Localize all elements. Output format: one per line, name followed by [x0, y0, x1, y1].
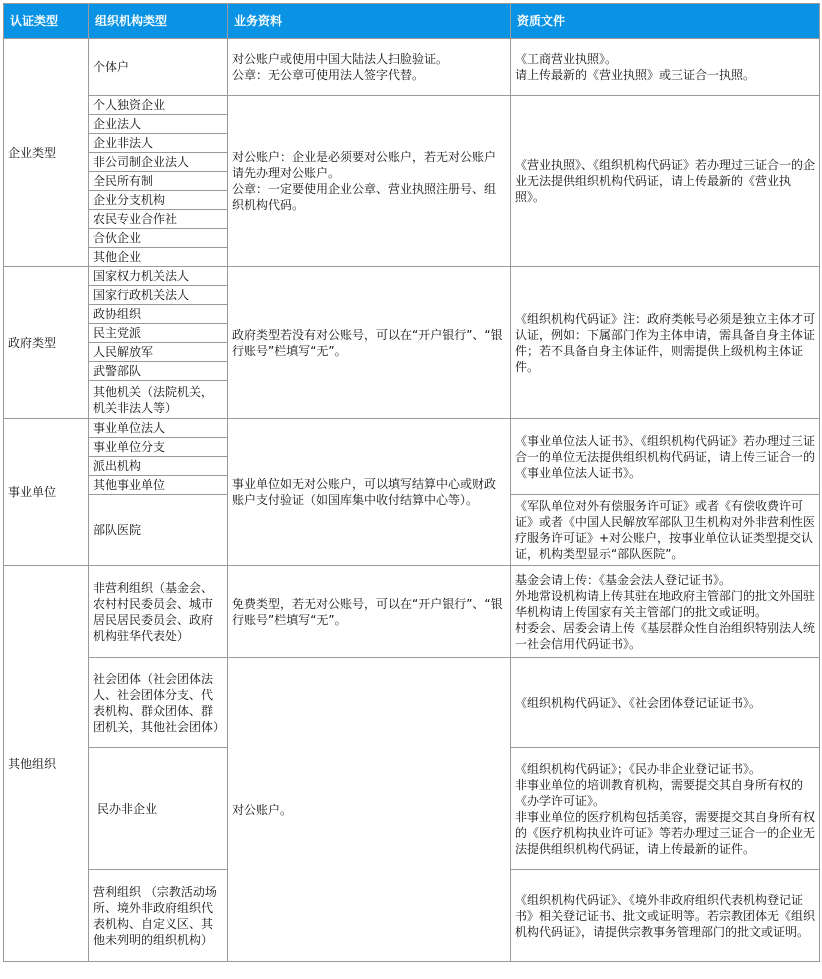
org-type-cell: 个体户: [89, 39, 228, 96]
org-type-cell: 个人独资企业: [89, 96, 228, 115]
business-info-cell: 对公账户：企业是必须要对公账户，若无对公账户请先办理对公账户。 公章：一定要使用企业公章、营业执照注册号、组织机构代码。: [228, 96, 511, 267]
table-row: [4, 96, 820, 115]
business-info-cell: 免费类型，若无对公账号，可以在“开户银行”、“银行账号”栏填写“无”。: [228, 566, 511, 658]
table-row: [4, 39, 820, 96]
qualification-cell: 《组织机构代码证》、《社会团体登记证证书》。: [511, 658, 820, 748]
certification-table: [3, 3, 820, 962]
org-type-cell: 派出机构: [89, 457, 228, 476]
table-row: [4, 267, 820, 286]
qualification-cell: 《事业单位法人证书》、《组织机构代码证》若办理过三证合一的单位无法提供组织机构代码证，请上传三证合一的《事业单位法人证书》。: [511, 419, 820, 495]
org-type-cell: 武警部队: [89, 362, 228, 381]
header-cert-type: 认证类型: [4, 4, 89, 39]
org-type-cell: 其他事业单位: [89, 476, 228, 495]
org-type-cell: 国家行政机关法人: [89, 286, 228, 305]
header-qualification-docs: 资质文件: [511, 4, 820, 39]
org-type-cell: 社会团体（社会团体法人、社会团体分支、代表机构、群众团体、群团机关，其他社会团体）: [89, 658, 228, 748]
category-government: 政府类型: [4, 267, 89, 419]
business-info-cell: 事业单位如无对公账户，可以填写结算中心或财政账户支付验证（如国库集中收付结算中心等）。: [228, 419, 511, 566]
org-type-cell: 其他企业: [89, 248, 228, 267]
org-type-cell: 非公司制企业法人: [89, 153, 228, 172]
org-type-cell: 民办非企业: [89, 748, 228, 870]
org-type-cell: 其他机关（法院机关，机关非法人等）: [89, 381, 228, 419]
org-type-cell: 营利组织 （宗教活动场所、境外非政府组织代表机构、自定义区、其他未列明的组织机构）: [89, 870, 228, 962]
business-info-cell: 对公账户或使用中国大陆法人扫脸验证。 公章：无公章可使用法人签字代替。: [228, 39, 511, 96]
qualification-cell: 《组织机构代码证》；《民办非企业登记证书》。 非事业单位的培训教育机构，需要提交其自身所有权的《办学许可证》。 非事业单位的医疗机构包括美容，需要提交其自身所有权的《医疗机构执业许可证》等若办理过三证合一的企业无法提供组织机构代码证，请上传最新的证件。: [511, 748, 820, 870]
header-business-info: 业务资料: [228, 4, 511, 39]
qualification-cell: 基金会请上传：《基金会法人登记证书》。 外地常设机构请上传其驻在地政府主管部门的批文外国驻华机构请上传国家有关主管部门的批文或证明。 村委会、居委会请上传《基层群众性自治组织特别法人统一社会信用代码证书》。: [511, 566, 820, 658]
header-org-type: 组织机构类型: [89, 4, 228, 39]
qualification-cell: 《营业执照》、《组织机构代码证》若办理过三证合一的企业无法提供组织机构代码证，请上传最新的《营业执照》。: [511, 96, 820, 267]
org-type-cell: 农民专业合作社: [89, 210, 228, 229]
org-type-cell: 人民解放军: [89, 343, 228, 362]
category-other: 其他组织: [4, 566, 89, 962]
org-type-cell: 全民所有制: [89, 172, 228, 191]
org-type-cell: 部队医院: [89, 495, 228, 566]
org-type-cell: 合伙企业: [89, 229, 228, 248]
org-type-cell: 国家权力机关法人: [89, 267, 228, 286]
table-row: [4, 419, 820, 438]
qualification-cell: 《工商营业执照》。 请上传最新的《营业执照》或三证合一执照。: [511, 39, 820, 96]
qualification-cell: 《组织机构代码证》注：政府类帐号必须是独立主体才可认证，例如：下属部门作为主体申请，需具备自身主体证件；若不具备自身主体证件，则需提供上级机构主体证件。: [511, 267, 820, 419]
table-header-row: [4, 4, 820, 39]
org-type-cell: 政协组织: [89, 305, 228, 324]
org-type-cell: 事业单位法人: [89, 419, 228, 438]
org-type-cell: 企业非法人: [89, 134, 228, 153]
business-info-cell: 对公账户。: [228, 658, 511, 962]
category-enterprise: 企业类型: [4, 39, 89, 267]
org-type-cell: 企业分支机构: [89, 191, 228, 210]
org-type-cell: 非营利组织（基金会、农村村民委员会、城市居民居民委员会、政府机构驻华代表处）: [89, 566, 228, 658]
org-type-cell: 民主党派: [89, 324, 228, 343]
category-institution: 事业单位: [4, 419, 89, 566]
qualification-cell: 《组织机构代码证》、《境外非政府组织代表机构登记证书》相关登记证书、批文或证明等。若宗教团体无《组织机构代码证》，请提供宗教事务管理部门的批文或证明。: [511, 870, 820, 962]
table-row: [4, 658, 820, 748]
qualification-cell: 《军队单位对外有偿服务许可证》或者《有偿收费许可证》或者《中国人民解放军部队卫生机构对外非营利性医疗服务许可证》+对公账户，按事业单位认证类型提交认证，机构类型显示“部队医院”。: [511, 495, 820, 566]
org-type-cell: 企业法人: [89, 115, 228, 134]
business-info-cell: 政府类型若没有对公账号，可以在“开户银行”、“银行账号”栏填写“无”。: [228, 267, 511, 419]
table-row: [4, 566, 820, 658]
org-type-cell: 事业单位分支: [89, 438, 228, 457]
